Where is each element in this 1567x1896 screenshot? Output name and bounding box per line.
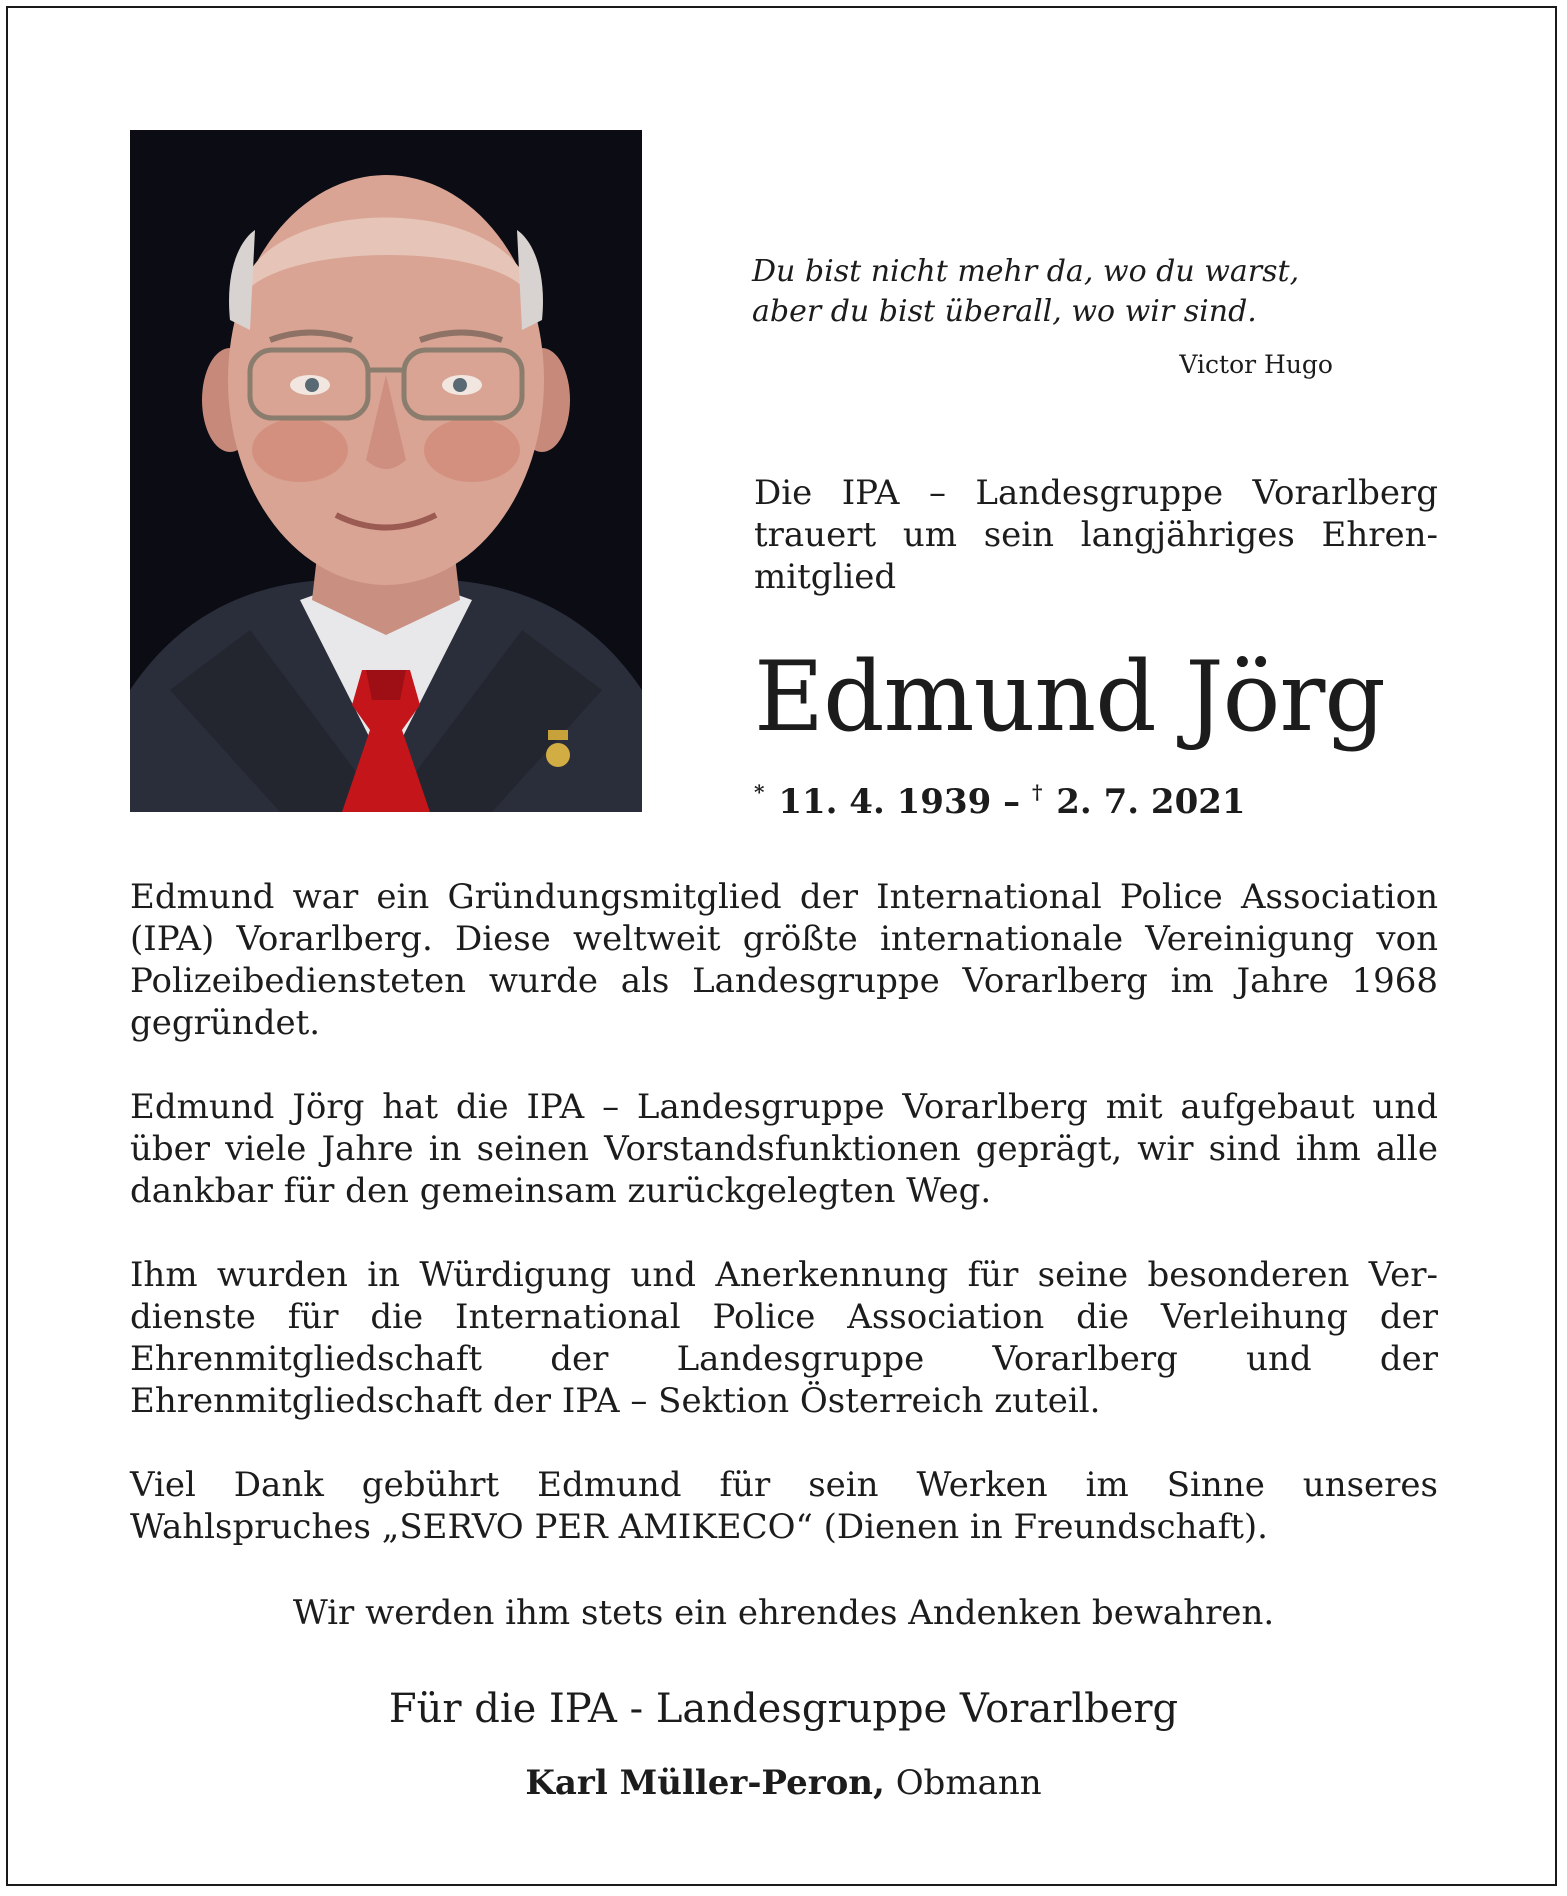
body-paragraph-4: Viel Dank gebührt Edmund für sein Werken im Sinne unseres Wahlspruches „SERVO PER AMIKECO“ (Dienen in Freundschaft). xyxy=(130,1465,1438,1547)
date-separator: – xyxy=(1003,782,1021,822)
body-paragraph-2: Edmund Jörg hat die IPA – Landesgruppe Vorarlberg mit aufgebaut und über viele Jahre in seinen Vorstandsfunktionen geprägt, wir sind ihm alle dankbar für den gemeinsam zurückgelegten Weg. xyxy=(130,1087,1438,1211)
body-paragraph-1: Edmund war ein Gründungsmitglied der International Police Association (IPA) Vorarlberg. Diese weltweit größte internationale Vereinigung von Polizeibediensteten wurde als Landesgruppe Vorarlberg im Jahre 1968 gegründet. xyxy=(130,877,1438,1043)
birth-date: 11. 4. 1939 xyxy=(778,782,992,822)
life-dates xyxy=(754,780,1246,822)
memorial-quote xyxy=(752,252,1332,332)
quote-line-1: Du bist nicht mehr da, wo du warst, xyxy=(752,254,1300,289)
birth-symbol: * xyxy=(754,780,765,804)
signer-title: Obmann xyxy=(895,1763,1042,1803)
signoff-organization: Für die IPA - Landesgruppe Vorarlberg xyxy=(388,1686,1179,1732)
mourning-line-1: Die IPA – Landesgruppe Vorarlberg xyxy=(754,473,1438,513)
portrait-photo-illustration xyxy=(130,130,642,812)
portrait-photo xyxy=(130,130,642,812)
death-symbol: † xyxy=(1031,780,1043,804)
closing-statement: Wir werden ihm stets ein ehrendes Andenken bewahren. xyxy=(292,1593,1275,1633)
deceased-name: Edmund Jörg xyxy=(754,641,1385,753)
mourning-line-2: trauert um sein langjähriges Ehren- xyxy=(754,515,1438,555)
signer xyxy=(0,1762,1567,1804)
quote-line-2: aber du bist überall, wo wir sind. xyxy=(752,294,1257,329)
quote-author: Victor Hugo xyxy=(1179,350,1333,379)
mourning-announcement xyxy=(754,472,1438,598)
signer-name: Karl Müller-Peron, xyxy=(525,1763,885,1803)
mourning-line-3: mitglied xyxy=(754,557,897,597)
body-paragraph-3: Ihm wurden in Würdigung und Anerkennung für seine besonderen Verdienste für die International Police Association die Verleihung der Ehrenmitgliedschaft der Landesgruppe Vorarlberg und der Ehrenmitgliedschaft der IPA – Sektion Österreich zuteil. xyxy=(130,1255,1438,1421)
death-date: 2. 7. 2021 xyxy=(1056,782,1246,822)
